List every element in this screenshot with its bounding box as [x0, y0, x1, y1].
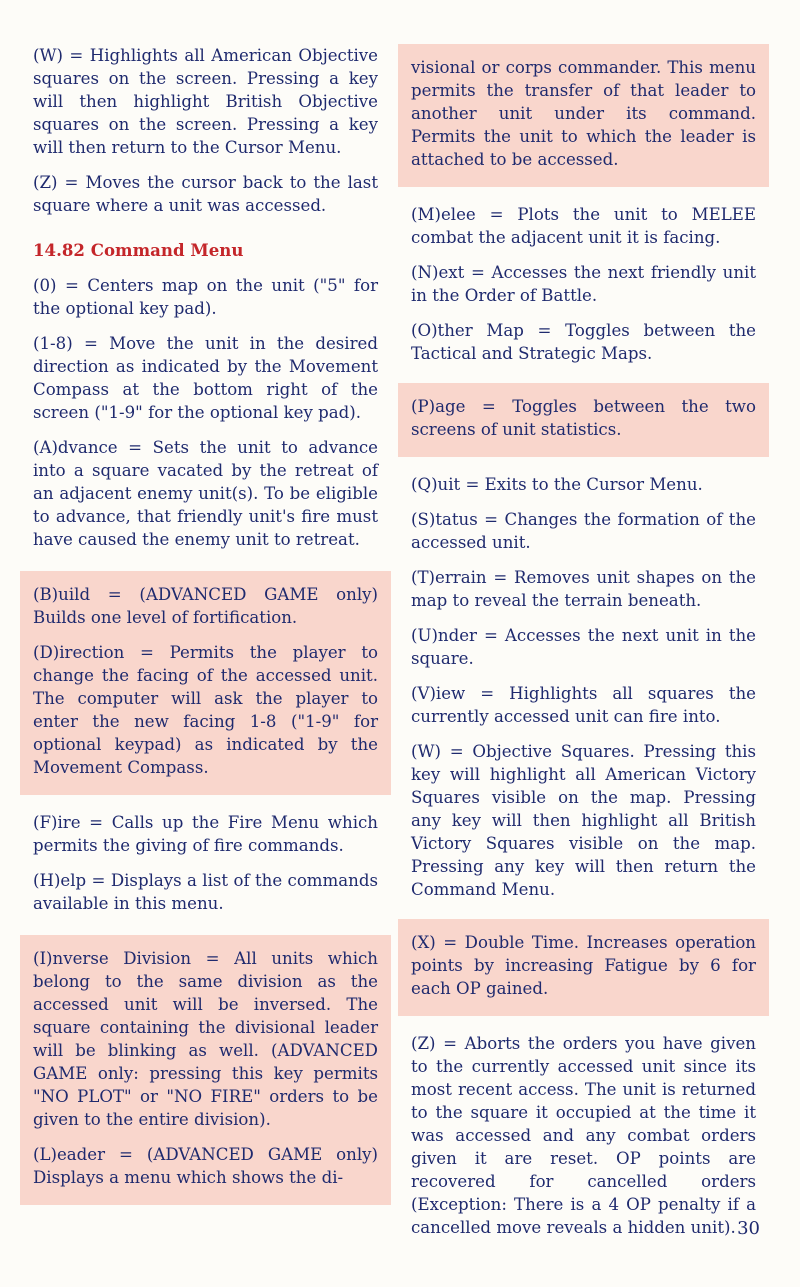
shaded-box — [20, 571, 391, 795]
paragraph: (0) = Centers map on the unit ("5" for the optional key pad). — [33, 276, 378, 318]
paragraph: (V)iew = Highlights all squares the currently accessed unit can fire into. — [411, 684, 756, 726]
paragraph: (D)irection = Permits the player to change the facing of the accessed unit. The computer will ask the player to enter the new facing 1-8 ("1-9" for optional keypad) as indicated by the Movement Compass. — [33, 643, 378, 777]
paragraph: (B)uild = (ADVANCED GAME only) Builds one level of fortification. — [33, 585, 378, 627]
paragraph: (I)nverse Division = All units which belong to the same division as the accessed unit will be inversed. The square containing the divisional leader will be blinking as well. (ADVANCED GAME only: pressing this key permits "NO PLOT" or "NO FIRE" orders to be given to the entire division). — [33, 949, 378, 1129]
paragraph: (P)age = Toggles between the two screens of unit statistics. — [411, 397, 756, 439]
paragraph: (H)elp = Displays a list of the commands available in this menu. — [33, 871, 378, 913]
paragraph: (T)errain = Removes unit shapes on the map to reveal the terrain beneath. — [411, 568, 756, 610]
paragraph: (Q)uit = Exits to the Cursor Menu. — [411, 475, 703, 494]
shaded-box — [398, 383, 769, 457]
paragraph: (M)elee = Plots the unit to MELEE combat the adjacent unit it is facing. — [411, 205, 756, 247]
section-heading: 14.82 Command Menu — [33, 240, 244, 260]
paragraph: (U)nder = Accesses the next unit in the square. — [411, 626, 756, 668]
paragraph: (1-8) = Move the unit in the desired direction as indicated by the Movement Compass at the bottom right of the screen ("1-9" for the optional key pad). — [33, 334, 378, 422]
paragraph: (S)tatus = Changes the formation of the accessed unit. — [411, 510, 756, 552]
shaded-box — [20, 935, 391, 1205]
paragraph: visional or corps commander. This menu permits the transfer of that leader to another unit under its command. Permits the unit to which the leader is attached to be accessed. — [411, 58, 756, 169]
shaded-box — [398, 44, 769, 187]
shaded-box — [398, 919, 769, 1016]
right-column — [411, 44, 756, 1251]
paragraph: (W) = Highlights all American Objective squares on the screen. Pressing a key will then highlight British Objective squares on the screen. Pressing a key will then return to the Cursor Menu. — [33, 46, 378, 157]
paragraph: (Z) = Aborts the orders you have given to the currently accessed unit since its most recent access. The unit is returned to the square it occupied at the time it was accessed and any combat orders given it are reset. OP points are recovered for cancelled orders (Exception: There is a 4 OP penalty if a cancelled move reveals a hidden unit). — [411, 1034, 756, 1237]
left-column — [33, 44, 378, 1221]
paragraph: (X) = Double Time. Increases operation points by increasing Fatigue by 6 for each OP gained. — [411, 933, 756, 998]
paragraph: (W) = Objective Squares. Pressing this key will highlight all American Victory Squares visible on the map. Pressing any key will then highlight all British Victory Squares visible on the map. Pressing any key will then return the Command Menu. — [411, 742, 756, 899]
paragraph: (Z) = Moves the cursor back to the last square where a unit was accessed. — [33, 173, 378, 215]
paragraph: (L)eader = (ADVANCED GAME only) Displays a menu which shows the di- — [33, 1145, 378, 1187]
paragraph: (O)ther Map = Toggles between the Tactical and Strategic Maps. — [411, 321, 756, 363]
paragraph: (F)ire = Calls up the Fire Menu which permits the giving of fire commands. — [33, 813, 378, 855]
paragraph: (A)dvance = Sets the unit to advance into a square vacated by the retreat of an adjacent enemy unit(s). To be eligible to advance, that friendly unit's fire must have caused the enemy unit to retreat. — [33, 438, 378, 549]
page-number: 30 — [737, 1218, 760, 1239]
paragraph: (N)ext = Accesses the next friendly unit in the Order of Battle. — [411, 263, 756, 305]
